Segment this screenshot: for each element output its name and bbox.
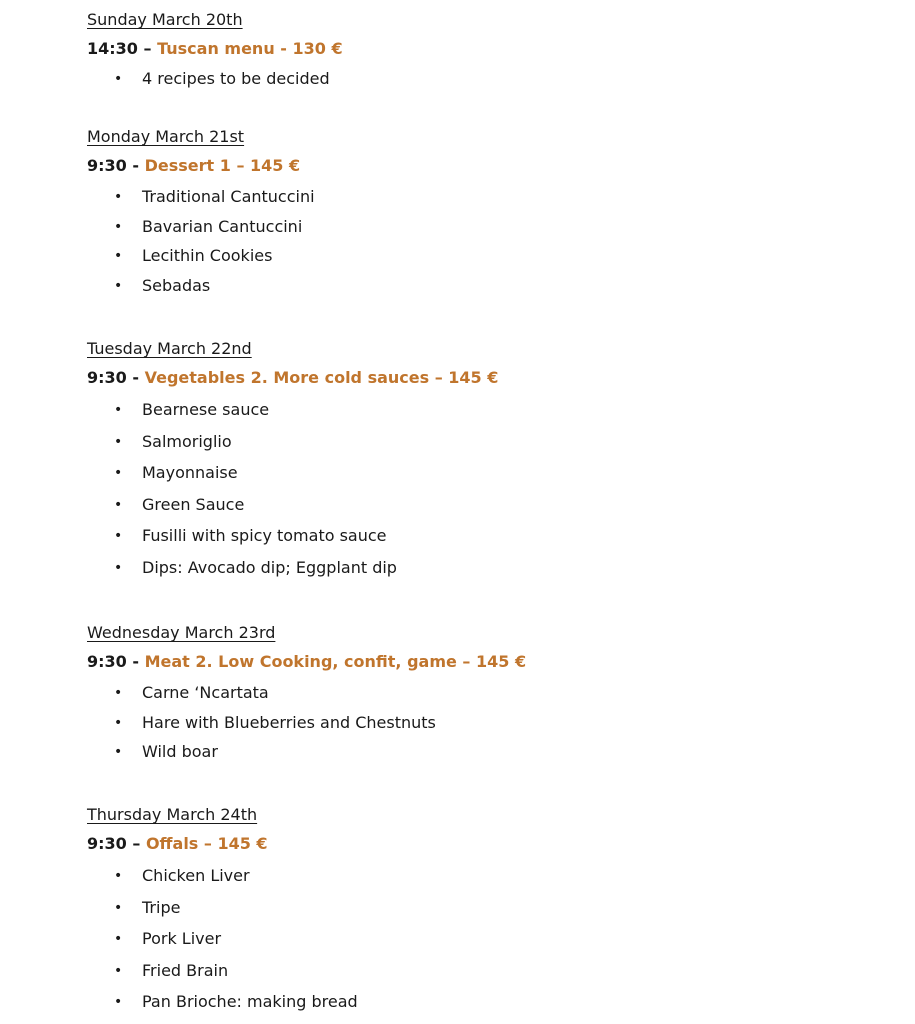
recipe-item [87, 526, 867, 546]
day-section-sunday [87, 10, 867, 89]
bullet-icon: • [114, 433, 123, 450]
day-date: Wednesday March 23rd [87, 623, 276, 642]
class-line [87, 156, 867, 176]
recipe-text: Pork Liver [142, 929, 222, 949]
bullet-icon: • [114, 868, 123, 884]
day-section-monday [87, 127, 867, 296]
recipe-item [87, 558, 867, 578]
bullet-icon: • [114, 899, 123, 916]
class-title: Meat 2. Low Cooking, confit, game – 145 € [144, 652, 527, 671]
recipe-item [87, 69, 867, 89]
bullet-icon: • [114, 931, 123, 948]
recipe-item [87, 217, 867, 237]
recipe-text: Fried Brain [142, 960, 229, 980]
bullet-icon: • [114, 402, 123, 418]
class-title: Tuscan menu - 130 € [157, 39, 343, 58]
class-line [87, 39, 867, 59]
recipe-list [87, 866, 867, 1012]
bullet-icon: • [114, 994, 123, 1011]
class-separator: – [143, 39, 152, 58]
bullet-icon: • [114, 744, 123, 761]
recipe-text: Chicken Liver [142, 866, 250, 885]
recipe-text: Salmoriglio [142, 431, 232, 451]
recipe-text: Carne ‘Ncartata [142, 683, 269, 702]
recipe-text: Lecithin Cookies [142, 246, 273, 266]
day-section-tuesday [87, 339, 867, 578]
bullet-icon: • [114, 71, 123, 87]
recipe-item [87, 898, 867, 918]
bullet-icon: • [114, 218, 123, 235]
day-date: Tuesday March 22nd [87, 339, 252, 358]
recipe-item [87, 992, 867, 1012]
class-time: 9:30 [87, 652, 127, 671]
recipe-item [87, 432, 867, 452]
recipe-item [87, 742, 867, 762]
recipe-text: Tripe [142, 897, 181, 917]
class-time: 9:30 [87, 156, 127, 175]
bullet-icon: • [114, 465, 123, 482]
recipe-text: Mayonnaise [142, 463, 238, 483]
class-line [87, 368, 867, 388]
class-time: 9:30 [87, 834, 127, 853]
recipe-text: Dips: Avocado dip; Eggplant dip [142, 557, 397, 577]
class-line [87, 834, 867, 854]
bullet-icon: • [114, 528, 123, 545]
bullet-icon: • [114, 496, 123, 513]
recipe-item [87, 400, 867, 420]
bullet-icon: • [114, 559, 123, 576]
recipe-item [87, 683, 867, 703]
recipe-item [87, 929, 867, 949]
bullet-icon: • [114, 277, 123, 294]
bullet-icon: • [114, 714, 123, 731]
recipe-text: 4 recipes to be decided [142, 69, 330, 88]
day-section-wednesday [87, 623, 867, 762]
recipe-item [87, 495, 867, 515]
recipe-list [87, 69, 867, 89]
recipe-text: Wild boar [142, 742, 218, 762]
class-title: Vegetables 2. More cold sauces – 145 € [144, 368, 499, 387]
recipe-text: Fusilli with spicy tomato sauce [142, 526, 387, 546]
recipe-item [87, 463, 867, 483]
day-date: Sunday March 20th [87, 10, 243, 29]
recipe-list [87, 683, 867, 762]
recipe-item [87, 246, 867, 266]
recipe-item [87, 276, 867, 296]
class-title: Offals – 145 € [145, 834, 268, 853]
recipe-text: Pan Brioche: making bread [142, 992, 358, 1012]
recipe-text: Hare with Blueberries and Chestnuts [142, 712, 436, 732]
recipe-list [87, 187, 867, 296]
bullet-icon: • [114, 189, 123, 205]
class-separator: - [132, 156, 140, 175]
recipe-item [87, 713, 867, 733]
class-line [87, 652, 867, 672]
bullet-icon: • [114, 962, 123, 979]
day-date: Thursday March 24th [87, 805, 258, 824]
bullet-icon: • [114, 685, 123, 701]
recipe-text: Green Sauce [142, 494, 245, 514]
bullet-icon: • [114, 248, 123, 265]
recipe-text: Bearnese sauce [142, 400, 270, 419]
class-separator: – [132, 834, 141, 853]
recipe-list [87, 400, 867, 578]
class-time: 14:30 [87, 39, 138, 58]
recipe-item [87, 961, 867, 981]
recipe-text: Sebadas [142, 275, 211, 295]
recipe-item [87, 866, 867, 886]
recipe-text: Traditional Cantuccini [142, 187, 315, 206]
recipe-item [87, 187, 867, 207]
day-date: Monday March 21st [87, 127, 245, 146]
class-separator: - [132, 368, 140, 387]
class-time: 9:30 [87, 368, 127, 387]
day-section-thursday [87, 805, 867, 1012]
recipe-text: Bavarian Cantuccini [142, 216, 303, 236]
class-separator: - [132, 652, 140, 671]
class-title: Dessert 1 – 145 € [144, 156, 301, 175]
